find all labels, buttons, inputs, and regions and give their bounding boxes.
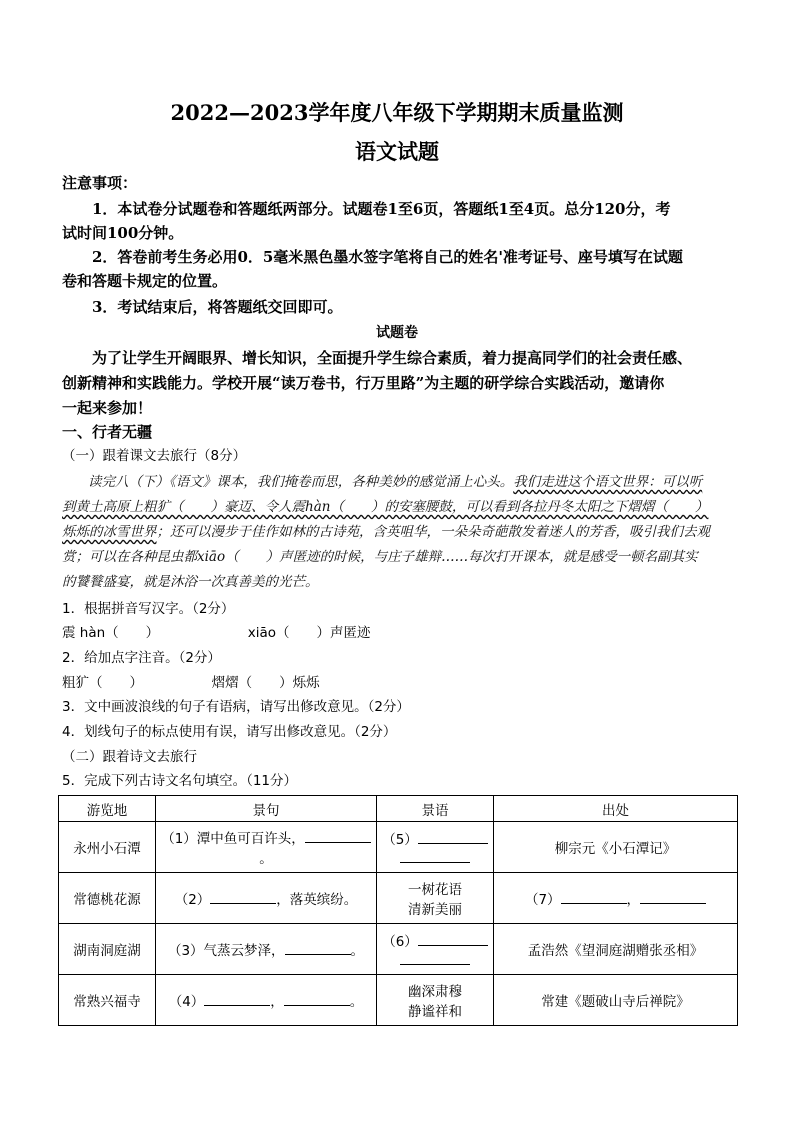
header-mood: 景语 (377, 796, 494, 822)
q2-item-a: 粗犷（ ） (62, 675, 143, 691)
cell-source: 柳宗元《小石潭记》 (494, 822, 738, 873)
question-2: 2．给加点字注音。（2分） (62, 650, 221, 666)
cell-source: （7） ， (494, 873, 738, 924)
answer-blank-4b[interactable] (284, 991, 350, 1006)
cell-mood: （5） (377, 822, 494, 873)
answer-blank-5b[interactable] (400, 848, 470, 863)
header-scene: 景句 (156, 796, 377, 822)
intro-line-3: 一起来参加！ (62, 399, 153, 417)
notice-heading: 注意事项： (62, 174, 138, 192)
question-1: 1．根据拼音写汉字。（2分） (62, 601, 235, 617)
answer-blank-6a[interactable] (418, 931, 488, 946)
table-row (59, 873, 738, 924)
cell-place: 永州小石潭 (59, 822, 156, 873)
table-row (59, 822, 738, 873)
header-place: 游览地 (59, 796, 156, 822)
cell-scene: （4） ， 。 (156, 975, 377, 1026)
q1-item-a: 震 hàn（ ） (62, 625, 160, 641)
cell-place: 常德桃花源 (59, 873, 156, 924)
page-subtitle: 语文试题 (355, 139, 439, 164)
cell-mood: 一树花语 清新美丽 (377, 873, 494, 924)
notice-item-1-cont: 试时间100分钟。 (62, 224, 184, 242)
reading-passage (62, 470, 738, 595)
passage-line-1a: 读完八（下）《语文》课本，我们掩卷而思，各种美妙的感觉涌上心头。 (88, 474, 514, 490)
q1-item-b: xiāo（ ）声匿迹 (247, 625, 371, 641)
question-1-items (62, 622, 742, 644)
answer-blank-2[interactable] (210, 889, 276, 904)
page-title: 2022—2023学年度八年级下学期期末质量监测 (170, 100, 624, 125)
answer-blank-1[interactable] (305, 828, 371, 843)
notice-item-3: 3．考试结束后，将答题纸交回即可。 (92, 298, 343, 316)
cell-scene: （1）潭中鱼可百许头，。 (156, 822, 377, 873)
cell-scene: （3）气蒸云梦泽， 。 (156, 924, 377, 975)
question-3: 3．文中画波浪线的句子有语病，请写出修改意见。（2分） (62, 699, 410, 715)
answer-blank-5a[interactable] (418, 829, 488, 844)
cell-place: 常熟兴福寺 (59, 975, 156, 1026)
part2-heading: （二）跟着诗文去旅行 (62, 749, 197, 765)
cell-place: 湖南洞庭湖 (59, 924, 156, 975)
intro-line-2: 创新精神和实践能力。学校开展“读万卷书，行万里路”为主题的研学综合实践活动，邀请你 (62, 374, 665, 392)
notice-item-1: 1．本试卷分试题卷和答题纸两部分。试题卷1至6页，答题纸1至4页。总分120分，考 (92, 200, 671, 218)
cell-mood: （6） (377, 924, 494, 975)
passage-line-3a: 烁烁的冰雪世界 (62, 524, 157, 540)
notice-item-2: 2．答卷前考生务必用0．5毫米黑色墨水签字笔将自己的姓名'准考证号、座号填写在试题 (92, 248, 683, 266)
table-row (59, 924, 738, 975)
passage-line-3b: ；还可以漫步于佳作如林的古诗苑，含英咀华，一朵朵奇葩散发着迷人的芳香，吸引我们去观 (156, 524, 710, 540)
intro-line-1: 为了让学生开阔眼界、增长知识，全面提升学生综合素质，着力提高同学们的社会责任感、 (92, 349, 693, 367)
question-4: 4．划线句子的标点使用有误，请写出修改意见。（2分） (62, 724, 397, 740)
table-row (59, 975, 738, 1026)
question-5: 5．完成下列古诗文名句填空。（11分） (62, 773, 298, 789)
answer-blank-3[interactable] (285, 940, 351, 955)
cell-mood: 幽深肃穆 静谧祥和 (377, 975, 494, 1026)
passage-wavy-sentence: 我们走进这个语文世界：可以听 (513, 474, 703, 490)
header-source: 出处 (494, 796, 738, 822)
cell-source: 孟浩然《望洞庭湖赠张丞相》 (494, 924, 738, 975)
part1-heading: （一）跟着课文去旅行（8分） (62, 448, 247, 464)
table-header-row (59, 796, 738, 822)
paper-label: 试题卷 (376, 325, 418, 341)
passage-line-2: 到黄土高原上粗犷（ ）豪迈、令人震hàn（ ）的安塞腰鼓，可以看到各拉丹冬太阳之下熠熠（ ） (62, 499, 709, 515)
section-heading: 一、行者无疆 (62, 423, 153, 441)
answer-blank-4a[interactable] (204, 991, 270, 1006)
answer-blank-7b[interactable] (640, 889, 706, 904)
answer-blank-6b[interactable] (400, 950, 470, 965)
passage-line-5: 的饕餮盛宴，就是沐浴一次真善美的光芒。 (62, 574, 319, 590)
cell-scene: （2） ，落英缤纷。 (156, 873, 377, 924)
notice-item-2-cont: 卷和答题卡规定的位置。 (62, 272, 228, 290)
cell-source: 常建《题破山寺后禅院》 (494, 975, 738, 1026)
q2-item-b: 熠熠（ ）烁烁 (211, 675, 320, 691)
question-2-items (62, 672, 742, 694)
poetry-table (58, 795, 738, 1026)
answer-blank-7a[interactable] (561, 889, 627, 904)
passage-line-4: 赏；可以在各种昆虫都xiāo（ ）声匿迹的时候，与庄子雄辩……每次打开课本，就是感受一顿名副其实 (62, 549, 698, 565)
